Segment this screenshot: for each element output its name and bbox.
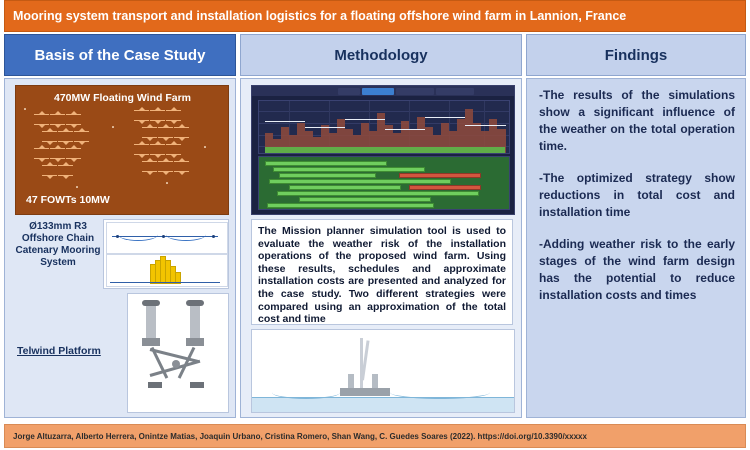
column-header-methodology-label: Methodology (334, 46, 428, 64)
column-header-findings-label: Findings (604, 46, 668, 64)
telwind-platform-image (127, 293, 229, 413)
column-header-findings (526, 34, 746, 76)
poster-footer (4, 424, 746, 448)
sim-tab-weather-series[interactable] (396, 88, 434, 95)
weather-series-chart (258, 100, 510, 154)
sim-tab-schedule[interactable] (362, 88, 394, 95)
schedule-gantt-chart (258, 156, 510, 210)
wind-farm-layout-image (15, 85, 229, 215)
finding-item-1: -The results of the simulations show a significant influence of the weather on the total operation time. (539, 88, 735, 153)
findings-list (539, 87, 735, 304)
column-header-basis (4, 34, 236, 76)
barge-hull (340, 388, 390, 396)
mooring-system-caption: Ø133mm R3 Offshore Chain Catenary Mooring System (15, 221, 101, 268)
page-title: Mooring system transport and installation logistics for a floating offshore wind farm in Lannion, France (13, 9, 627, 23)
column-header-methodology (240, 34, 522, 76)
telwind-platform-block (15, 293, 227, 411)
sim-tab-random-groups[interactable] (436, 88, 474, 95)
mooring-line-right (390, 386, 490, 399)
column-header-basis-label: Basis of the Case Study (34, 46, 206, 64)
wind-farm-turbine-count-label: 47 FOWTs 10MW (26, 194, 110, 206)
citation-text: Jorge Altuzarra, Alberto Herrera, Onintze Matias, Joaquin Urbano, Cristina Romero, Shan Wang, C. Guedes Soares (2022). https://doi.org/10.3390/xxxxx (13, 431, 587, 441)
sea-fill (252, 398, 514, 412)
wind-farm-capacity-label: 470MW Floating Wind Farm (54, 92, 191, 104)
finding-item-3: -Adding weather risk to the early stages of the wind farm design has the potential to reduce installation costs and times (539, 237, 735, 302)
tower-section-a (348, 374, 354, 388)
installation-vessel-image (251, 329, 515, 413)
column-body-findings (526, 78, 746, 418)
mooring-system-block (15, 219, 227, 287)
methodology-body-text: The Mission planner simulation tool is used to evaluate the weather risk of the installation operations of the proposed wind farm. Using these results, schedules and approximate installation costs are presented and analyzed for the case study. Two different strategies were compared using an approximation of the total cost and time (251, 219, 513, 325)
mooring-line-left (272, 386, 340, 399)
sim-tab-grid[interactable] (338, 88, 360, 95)
column-body-methodology (240, 78, 522, 418)
poster-title-bar (4, 0, 746, 32)
telwind-platform-caption: Telwind Platform (17, 345, 101, 357)
mooring-system-diagram (103, 219, 229, 289)
tower-section-b (372, 374, 378, 388)
mission-planner-screenshot (251, 85, 515, 215)
finding-item-2: -The optimized strategy show reductions in total cost and installation time (539, 171, 735, 219)
column-body-basis (4, 78, 236, 418)
